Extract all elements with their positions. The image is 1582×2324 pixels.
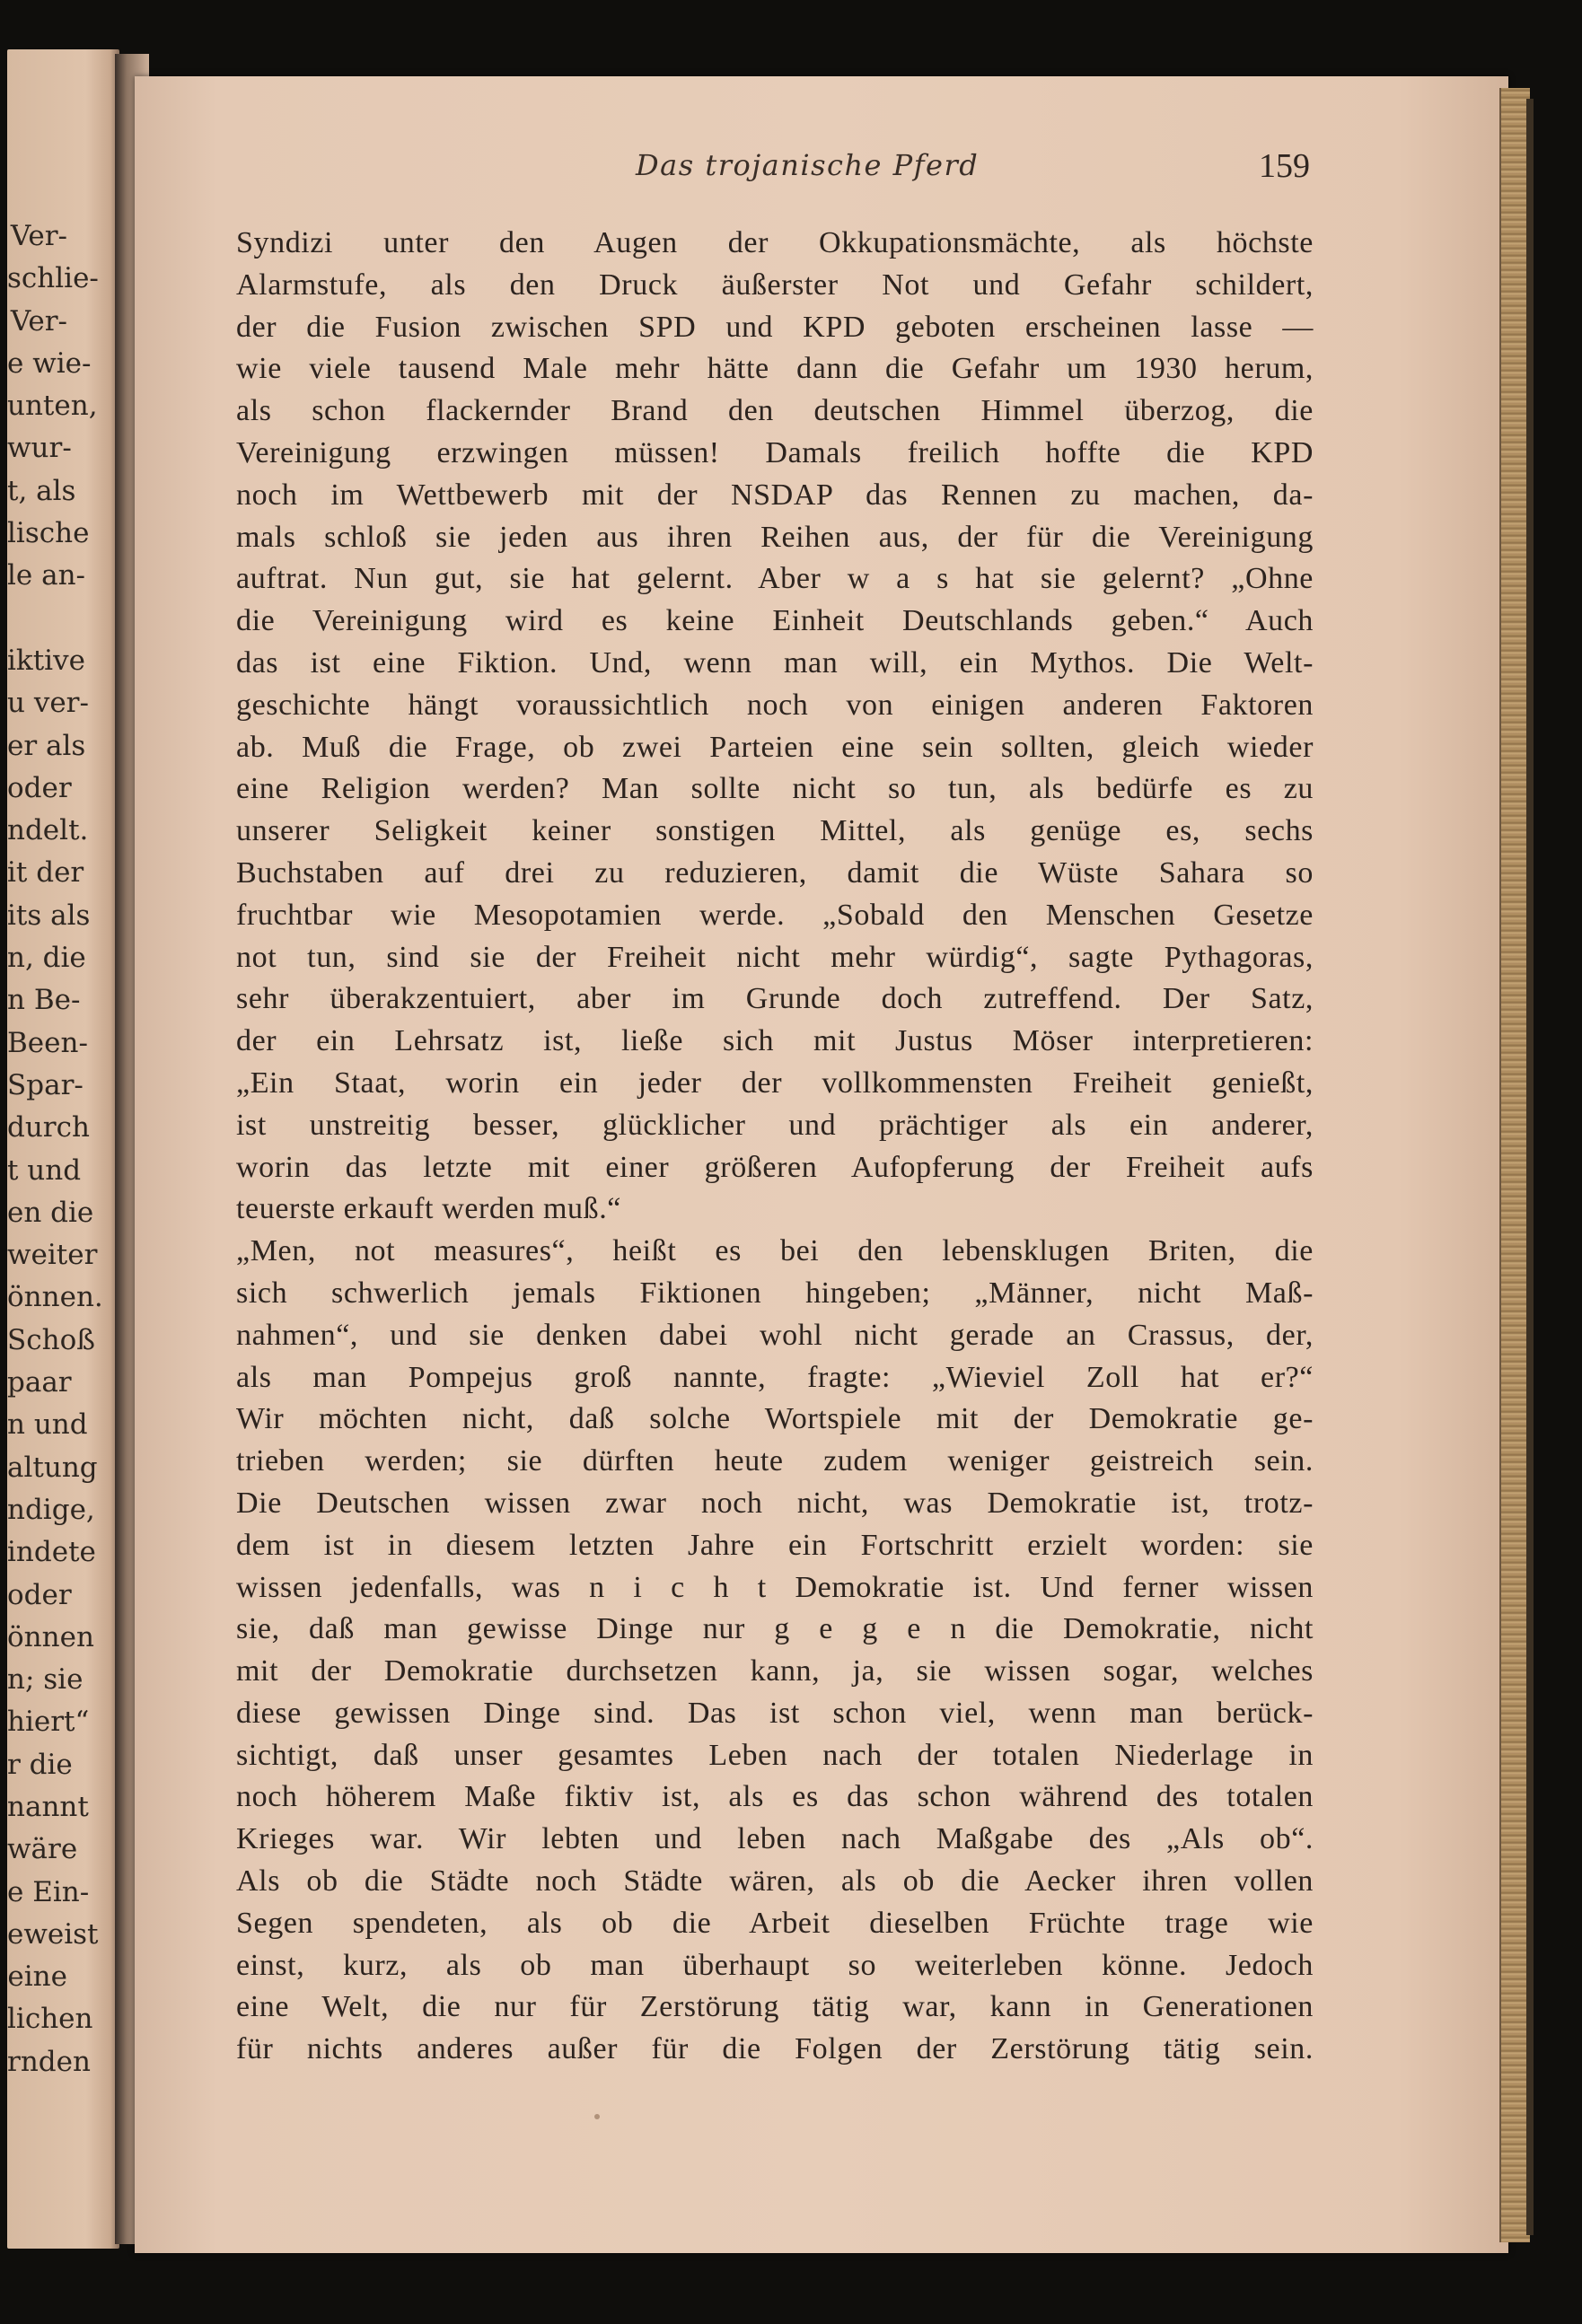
text-line: sehr überakzentuiert, aber im Grunde doch zutreffend. Der Satz, — [236, 982, 1314, 1016]
text-line: ab. Muß die Frage, ob zwei Parteien eine sein sollten, gleich wieder — [236, 730, 1314, 764]
text-line: eine Welt, die nur für Zerstörung tätig war, kann in Generationen — [236, 1990, 1314, 2024]
text-line: worin das letzte mit einer größeren Aufopferung der Freiheit aufs — [236, 1150, 1314, 1184]
left-page-fragment: t, als — [7, 474, 76, 507]
left-page-fragment: hiert“ — [7, 1706, 90, 1739]
body-text — [236, 223, 1314, 2071]
page-edge-shadow — [1526, 99, 1534, 2235]
left-page-fragment: wäre — [7, 1833, 78, 1866]
text-line: „Ein Staat, worin ein jeder der vollkommensten Freiheit genießt, — [236, 1066, 1314, 1100]
text-line: sie, daß man gewisse Dinge nur g e g e n die Demokratie, nicht — [236, 1612, 1314, 1646]
text-line: als schon flackernder Brand den deutschen Himmel überzog, die — [236, 394, 1314, 428]
left-page-fragment: e wie- — [7, 346, 92, 380]
left-page-fragment: Ver- — [10, 220, 67, 252]
left-page-fragment — [7, 598, 67, 640]
text-line: der die Fusion zwischen SPD und KPD geboten erscheinen lasse — — [236, 310, 1314, 344]
text-line: eine Religion werden? Man sollte nicht so tun, als bedürfe es zu — [236, 772, 1314, 806]
left-page-fragment: önnen. — [7, 1281, 103, 1314]
left-page-fragment: altung — [7, 1451, 98, 1484]
left-page-fragment: n und — [7, 1408, 88, 1442]
left-page-fragment: durch — [7, 1111, 90, 1144]
text-line: „Men, not measures“, heißt es bei den lebensklugen Briten, die — [236, 1234, 1314, 1268]
text-line: sich schwerlich jemals Fiktionen hingeben; „Männer, nicht Maß- — [236, 1276, 1314, 1310]
page-number: 159 — [1259, 147, 1310, 185]
text-line: auftrat. Nun gut, sie hat gelernt. Aber w a s hat sie gelernt? „Ohne — [236, 562, 1314, 596]
left-page-text-fragments — [7, 215, 119, 2083]
left-page-fragment: t und — [7, 1153, 82, 1187]
left-page-fragment: eine — [7, 1960, 67, 1994]
text-line: fruchtbar wie Mesopotamien werde. „Sobald den Menschen Gesetze — [236, 898, 1314, 932]
text-line: sichtigt, daß unser gesamtes Leben nach der totalen Niederlage in — [236, 1738, 1314, 1772]
text-line: not tun, sind sie der Freiheit nicht mehr würdig“, sagte Pythagoras, — [236, 940, 1314, 974]
left-page-fragment: Spar- — [7, 1068, 83, 1101]
text-line: diese gewissen Dinge sind. Das ist schon viel, wenn man berück- — [236, 1696, 1314, 1730]
running-title: Das trojanische Pferd — [636, 148, 980, 182]
paper-speck — [594, 2114, 600, 2119]
text-line: noch im Wettbewerb mit der NSDAP das Rennen zu machen, da- — [236, 478, 1314, 512]
text-line: für nichts anderes außer für die Folgen der Zerstörung tätig sein. — [236, 2032, 1314, 2066]
left-page-fragment: nannt — [7, 1790, 89, 1823]
text-line: Die Deutschen wissen zwar noch nicht, was Demokratie ist, trotz- — [236, 1486, 1314, 1520]
text-line: Vereinigung erzwingen müssen! Damals freilich hoffte die KPD — [236, 435, 1314, 469]
left-page-fragment: unten, — [7, 390, 98, 423]
left-page-fragment: n; sie — [7, 1663, 83, 1697]
text-line: Syndizi unter den Augen der Okkupationsmächte, als höchste — [236, 226, 1314, 259]
left-page-fragment: Schoß — [7, 1323, 95, 1356]
page-header — [135, 148, 1508, 193]
text-line: mit der Demokratie durchsetzen kann, ja, sie wissen sogar, welches — [236, 1654, 1314, 1688]
text-line: teuerste erkauft werden muß.“ — [236, 1192, 621, 1226]
left-page-fragment: n Be- — [7, 984, 81, 1017]
text-line: nahmen“, und sie denken dabei wohl nicht gerade an Crassus, der, — [236, 1318, 1314, 1352]
left-page-fragment: schlie- — [7, 262, 99, 295]
text-line: das ist eine Fiktion. Und, wenn man will, ein Mythos. Die Welt- — [236, 645, 1314, 680]
left-page-fragment: r die — [7, 1748, 73, 1781]
left-page-fragment: er als — [7, 729, 86, 762]
left-page-fragment: lichen — [7, 2003, 93, 2036]
page-fore-edge — [1499, 88, 1530, 2242]
text-line: Segen spendeten, als ob die Arbeit dieselben Früchte trage wie — [236, 1906, 1314, 1940]
text-line: die Vereinigung wird es keine Einheit Deutschlands geben.“ Auch — [236, 604, 1314, 638]
left-page-fragment: Been- — [7, 1026, 88, 1059]
left-page-fragment: it der — [7, 856, 84, 890]
left-page-fragment: rnden — [7, 2045, 91, 2078]
left-page-fragment: its als — [7, 899, 91, 932]
text-line: einst, kurz, als ob man überhaupt so weiterleben könne. Jedoch — [236, 1948, 1314, 1982]
left-page-fragment: eweist — [7, 1917, 99, 1951]
left-page-fragment: weiter — [7, 1239, 98, 1272]
text-line: wissen jedenfalls, was n i c h t Demokratie ist. Und ferner wissen — [236, 1570, 1314, 1604]
left-page-fragment: önnen — [7, 1620, 94, 1653]
left-page-fragment: ndige, — [7, 1493, 95, 1526]
left-page-fragment: Ver- — [10, 304, 67, 338]
text-line: trieben werden; sie dürften heute zudem weniger geistreich sein. — [236, 1444, 1314, 1478]
text-line: Wir möchten nicht, daß solche Wortspiele mit der Demokratie ge- — [236, 1402, 1314, 1436]
text-line: Buchstaben auf drei zu reduzieren, damit die Wüste Sahara so — [236, 855, 1314, 890]
left-page-fragment: e Ein- — [7, 1875, 90, 1908]
text-line: der ein Lehrsatz ist, ließe sich mit Justus Möser interpretieren: — [236, 1024, 1314, 1058]
left-page-fragment: n, die — [7, 942, 86, 975]
left-page-fragment: le an- — [7, 559, 86, 592]
left-page-fragment: paar — [7, 1366, 72, 1399]
text-line: mals schloß sie jeden aus ihren Reihen aus, der für die Vereinigung — [236, 520, 1314, 554]
left-page-fragment: oder — [7, 771, 72, 804]
left-page-fragment: ndelt. — [7, 814, 89, 847]
left-page-fragment: oder — [7, 1578, 72, 1611]
text-line: als man Pompejus groß nannte, fragte: „Wieviel Zoll hat er?“ — [236, 1360, 1314, 1394]
text-line: Als ob die Städte noch Städte wären, als ob die Aecker ihren vollen — [236, 1864, 1314, 1899]
left-page-fragment: u ver- — [7, 687, 89, 720]
text-line: Krieges war. Wir lebten und leben nach Maßgabe des „Als ob“. — [236, 1822, 1314, 1856]
text-line: ist unstreitig besser, glücklicher und prächtiger als ein anderer, — [236, 1108, 1314, 1142]
text-line: unserer Seligkeit keiner sonstigen Mittel, als genüge es, sechs — [236, 814, 1314, 848]
left-page-fragment: en die — [7, 1196, 94, 1229]
text-line: wie viele tausend Male mehr hätte dann die Gefahr um 1930 herum, — [236, 352, 1314, 386]
text-line: Alarmstufe, als den Druck äußerster Not und Gefahr schildert, — [236, 267, 1314, 302]
left-page-fragment: wur- — [7, 432, 72, 465]
text-line: dem ist in diesem letzten Jahre ein Fortschritt erzielt worden: sie — [236, 1528, 1314, 1562]
text-line: geschichte hängt voraussichtlich noch von einigen anderen Faktoren — [236, 688, 1314, 722]
left-page-fragment: iktive — [7, 644, 85, 677]
text-line: noch höherem Maße fiktiv ist, als es das schon während des totalen — [236, 1780, 1314, 1814]
left-page-fragment: indete — [7, 1536, 96, 1569]
left-page-fragment: lische — [7, 517, 90, 550]
left-facing-page — [7, 49, 119, 2249]
